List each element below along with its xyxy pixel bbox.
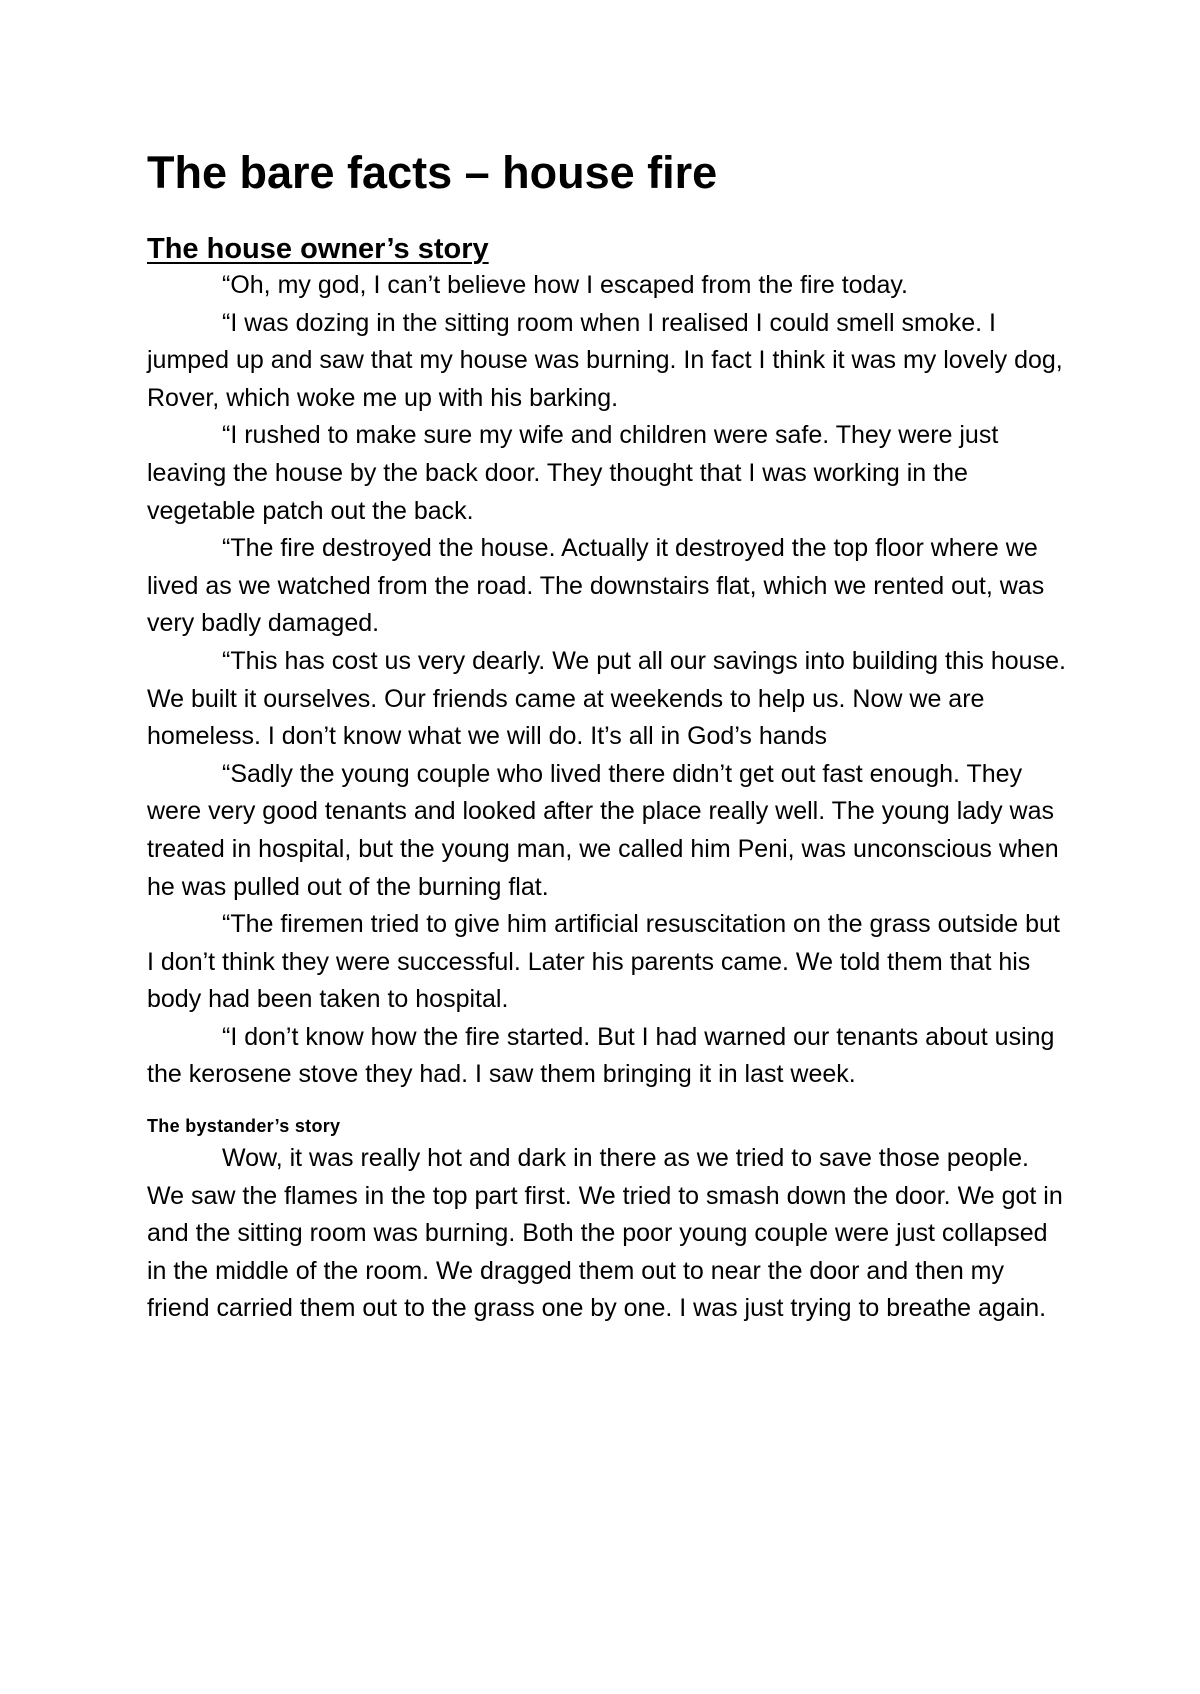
owner-paragraph-3: “I rushed to make sure my wife and children were safe. They were just leaving the house by the back door. They thought that I was working in the vegetable patch out the back. (147, 421, 999, 525)
owner-paragraph-6: “Sadly the young couple who lived there didn’t get out fast enough. They were very good tenants and looked after the place really well. The young lady was treated in hospital, but the young man, we called him Peni, was unconscious when he was pulled out of the burning flat. (147, 759, 1059, 901)
owner-paragraph-1: “Oh, my god, I can’t believe how I escaped from the fire today. (222, 271, 908, 299)
section-bystander (147, 1112, 1067, 1328)
section-heading-house-owner: The house owner’s story (147, 233, 489, 265)
owner-paragraph-5: “This has cost us very dearly. We put all our savings into building this house. We built it ourselves. Our friends came at weekends to help us. Now we are homeless. I don’t know what we will do. It’s all in God’s hands (147, 646, 1066, 751)
bystander-paragraph-1: Wow, it was really hot and dark in there as we tried to save those people. We saw the flames in the top part first. We tried to smash down the door. We got in and the sitting room was burning. Both the poor young couple were just collapsed in the middle of the room. We dragged them out to near the door and then my friend carried them out to the grass one by one. I was just trying to breathe again. (147, 1144, 1063, 1323)
document-page (147, 146, 1067, 1328)
owner-paragraph-4: “The fire destroyed the house. Actually it destroyed the top floor where we lived as we watched from the road. The downstairs flat, which we rented out, was very badly damaged. (147, 534, 1045, 638)
section-heading-bystander: The bystander’s story (147, 1116, 341, 1137)
owner-paragraph-8: “I don’t know how the fire started. But I had warned our tenants about using the kerosene stove they had. I saw them bringing it in last week. (147, 1022, 1055, 1089)
section-house-owner (147, 231, 1067, 1094)
document-title: The bare facts – house fire (147, 147, 718, 198)
owner-paragraph-2: “I was dozing in the sitting room when I realised I could smell smoke. I jumped up and saw that my house was burning. In fact I think it was my lovely dog, Rover, which woke me up with his barking. (147, 308, 1063, 412)
owner-paragraph-7: “The firemen tried to give him artificial resuscitation on the grass outside but I don’t think they were successful. Later his parents came. We told them that his body had been taken to hospital. (147, 910, 1060, 1014)
